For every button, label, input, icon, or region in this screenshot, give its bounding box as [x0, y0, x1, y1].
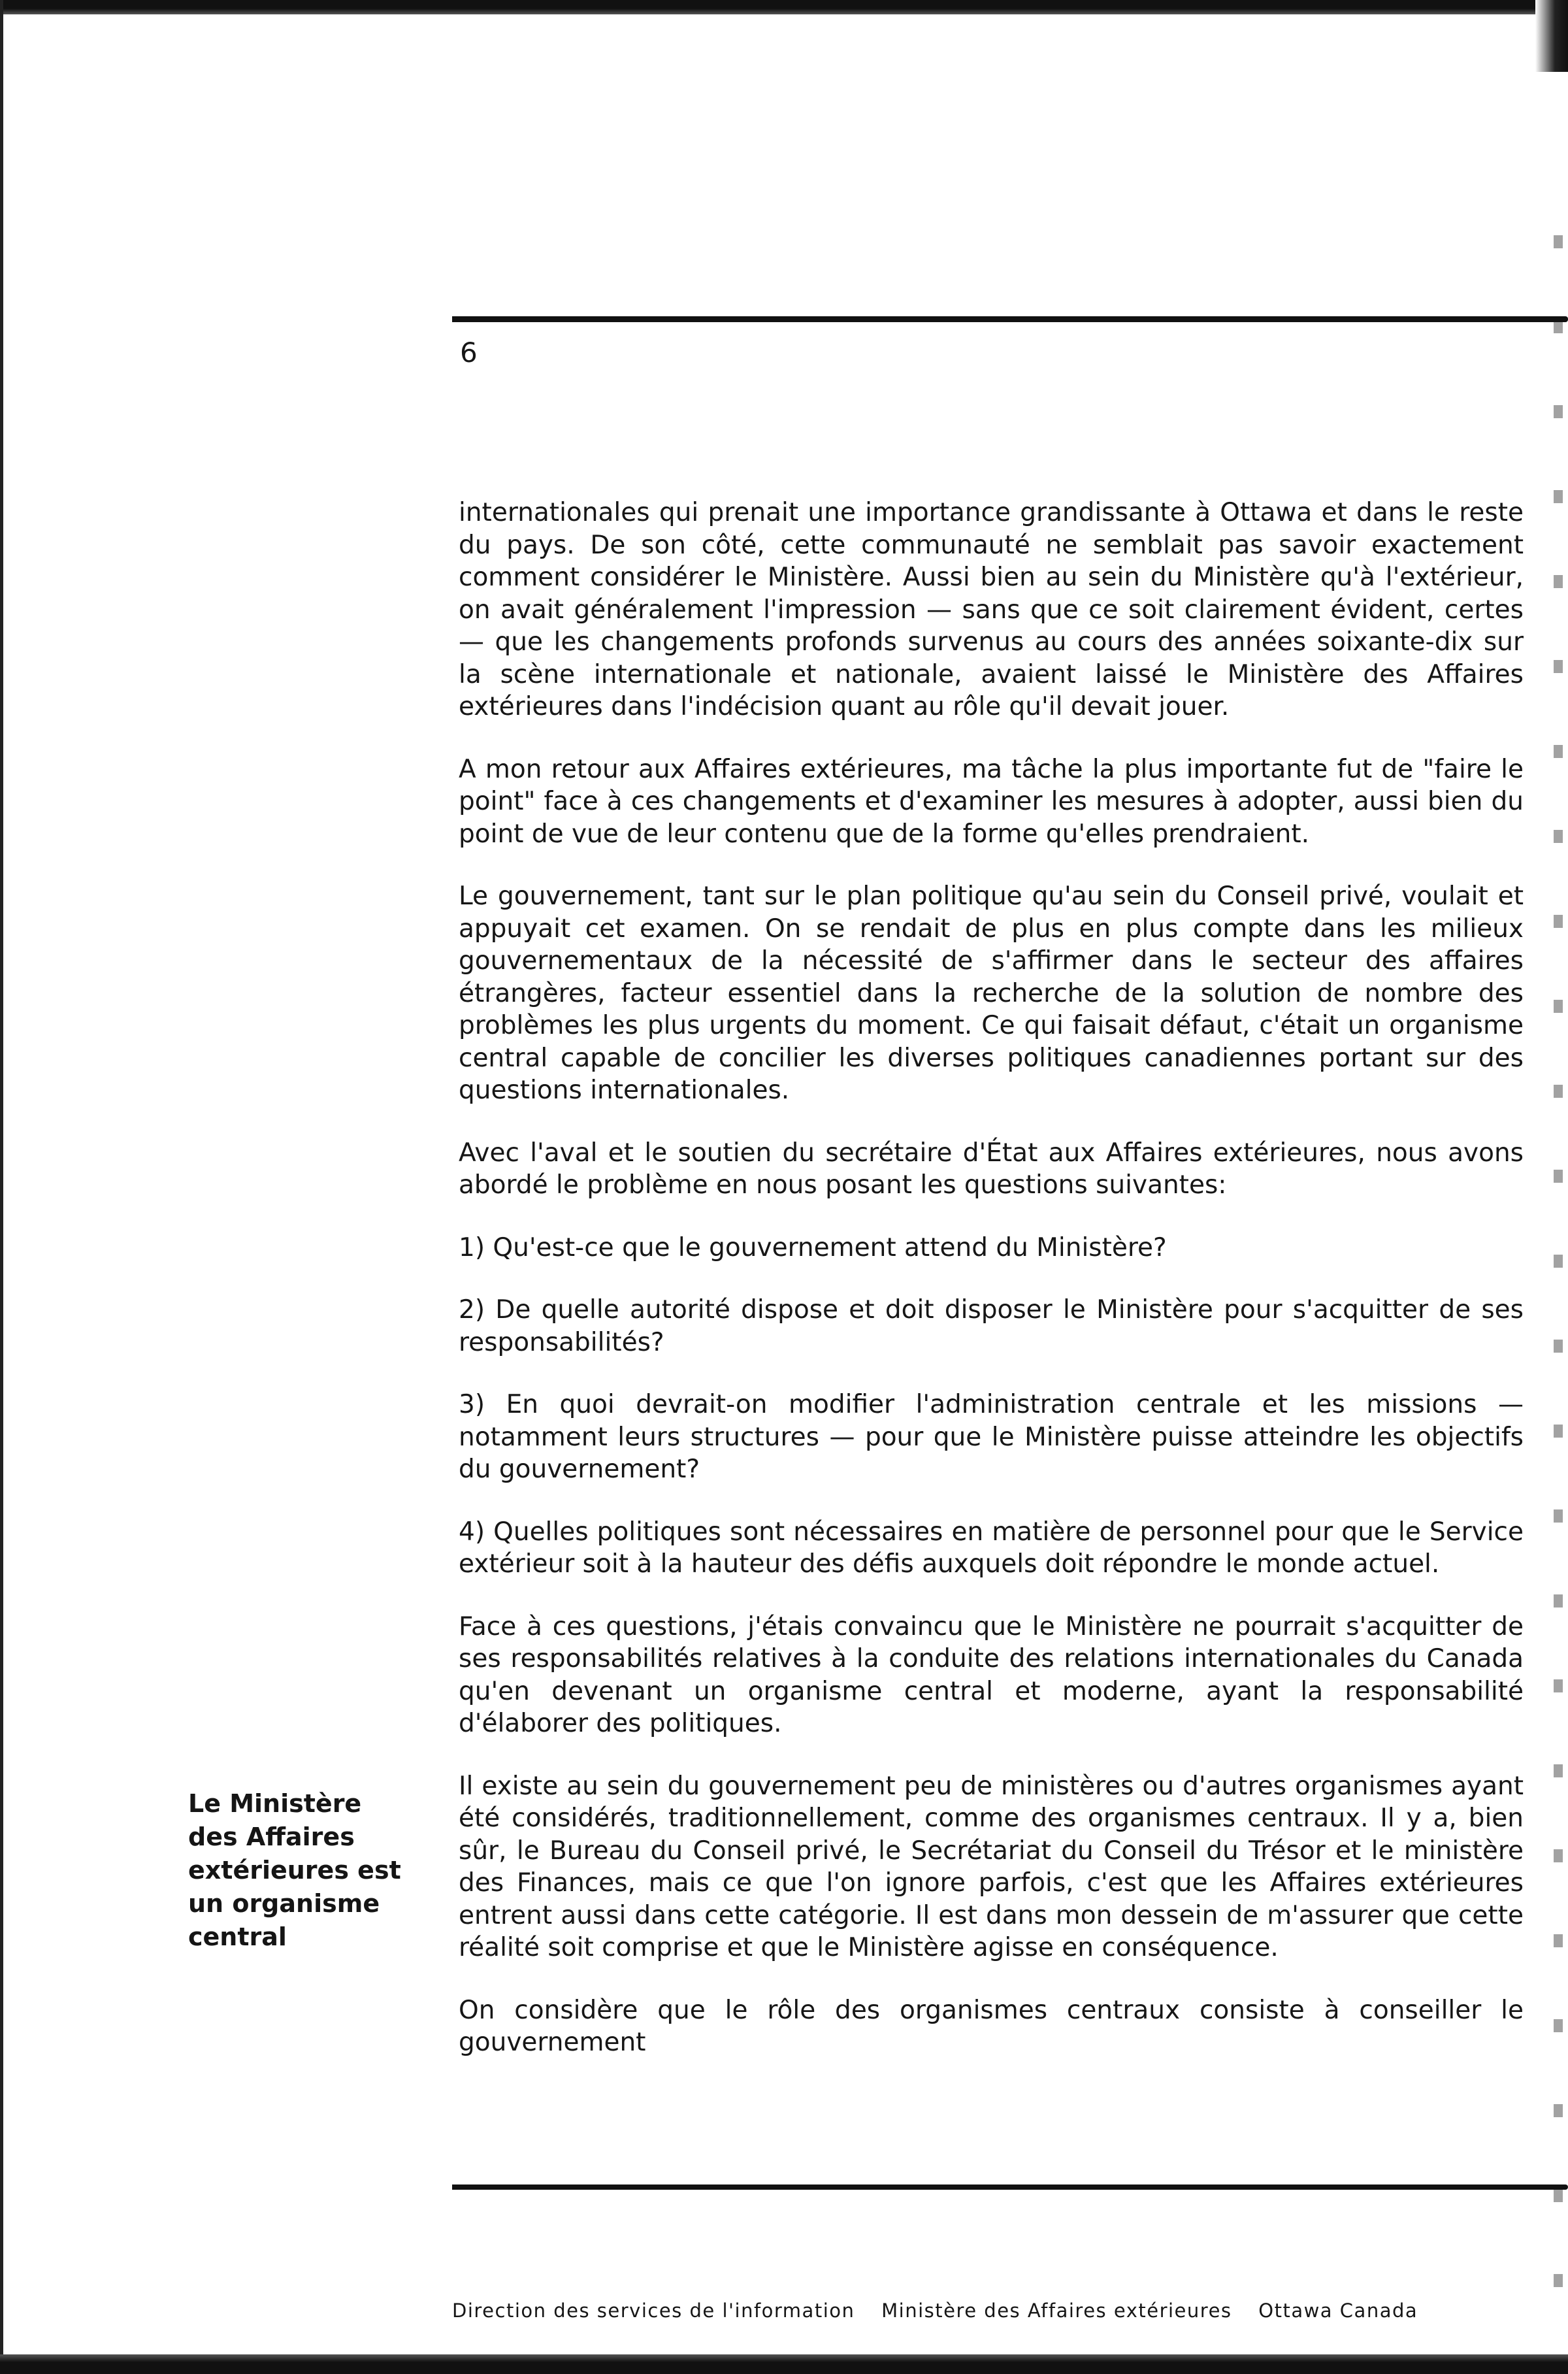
- footer-ministry: Ministère des Affaires extérieures: [881, 2300, 1232, 2322]
- scan-right-margin-marks: [1554, 163, 1563, 2320]
- paragraph: Le gouvernement, tant sur le plan politique qu'au sein du Conseil privé, voulait et appuyait cet examen. On se rendait de plus en plus compte dans les milieux gouvernementaux de la nécessité de s'affirmer dans le secteur des affaires étrangères, facteur essentiel dans la recherche de la solution de nombre des problèmes les plus urgents du moment. Ce qui faisait défaut, c'était un organisme central capable de concilier les diverses politiques canadiennes portant sur des questions internationales.: [459, 882, 1524, 1105]
- margin-heading-line: des Affaires: [188, 1822, 355, 1851]
- margin-heading-line: Le Ministère: [188, 1789, 362, 1818]
- scan-bottom-edge: [0, 2354, 1568, 2374]
- paragraph: On considère que le rôle des organismes centraux consiste à conseiller le gouvernement: [459, 1995, 1524, 2057]
- question-item: 1) Qu'est-ce que le gouvernement attend du Ministère?: [459, 1232, 1167, 1262]
- paragraph: Face à ces questions, j'étais convaincu que le Ministère ne pourrait s'acquitter de ses responsabilités relatives à la conduite des relations internationales du Canada qu'en devenant un organisme central et moderne, ayant la responsabilité d'élaborer des politiques.: [459, 1611, 1524, 1738]
- question-item: 2) De quelle autorité dispose et doit disposer le Ministère pour s'acquitter de ses responsabilités?: [459, 1295, 1524, 1357]
- footer-rule: [452, 2184, 1568, 2190]
- page-number: 6: [460, 337, 478, 369]
- footer-city: Ottawa Canada: [1258, 2300, 1418, 2322]
- footer-unit: Direction des services de l'information: [452, 2300, 855, 2322]
- question-item: 4) Quelles politiques sont nécessaires en matière de personnel pour que le Service extérieur soit à la hauteur des défis auxquels doit répondre le monde actuel.: [459, 1517, 1524, 1579]
- question-item: 3) En quoi devrait-on modifier l'administration centrale et les missions — notamment leurs structures — pour que le Ministère puisse atteindre les objectifs du gouvernement?: [459, 1390, 1524, 1484]
- footer: [452, 2298, 1497, 2324]
- scan-left-edge: [0, 0, 3, 2374]
- margin-heading: [188, 1787, 410, 1954]
- margin-heading-line: extérieures est: [188, 1856, 401, 1885]
- margin-heading-line: un organisme: [188, 1889, 380, 1918]
- body-text: [459, 497, 1524, 2065]
- paragraph: Avec l'aval et le soutien du secrétaire d'État aux Affaires extérieures, nous avons abordé le problème en nous posant les questions suivantes:: [459, 1138, 1524, 1200]
- margin-heading-line: central: [188, 1922, 287, 1951]
- header-rule: [452, 316, 1568, 322]
- scan-top-edge: [0, 0, 1568, 14]
- scan-page-curl: [1535, 0, 1568, 72]
- paragraph: A mon retour aux Affaires extérieures, ma tâche la plus importante fut de "faire le point" face à ces changements et d'examiner les mesures à adopter, aussi bien du point de vue de leur contenu que de la forme qu'elles prendraient.: [459, 754, 1524, 849]
- paragraph: internationales qui prenait une importance grandissante à Ottawa et dans le reste du pays. De son côté, cette communauté ne semblait pas savoir exactement comment considérer le Ministère. Aussi bien au sein du Ministère qu'à l'extérieur, on avait généralement l'impression — sans que ce soit clairement évident, certes — que les changements profonds survenus au cours des années soixante-dix sur la scène internationale et nationale, avaient laissé le Ministère des Affaires extérieures dans l'indécision quant au rôle qu'il devait jouer.: [459, 498, 1524, 721]
- paragraph: Il existe au sein du gouvernement peu de ministères ou d'autres organismes ayant été considérés, traditionnellement, comme des organismes centraux. Il y a, bien sûr, le Bureau du Conseil privé, le Secrétariat du Conseil du Trésor et le ministère des Finances, mais ce que l'on ignore parfois, c'est que les Affaires extérieures entrent aussi dans cette catégorie. Il est dans mon dessein de m'assurer que cette réalité soit comprise et que le Ministère agisse en conséquence.: [459, 1771, 1524, 1962]
